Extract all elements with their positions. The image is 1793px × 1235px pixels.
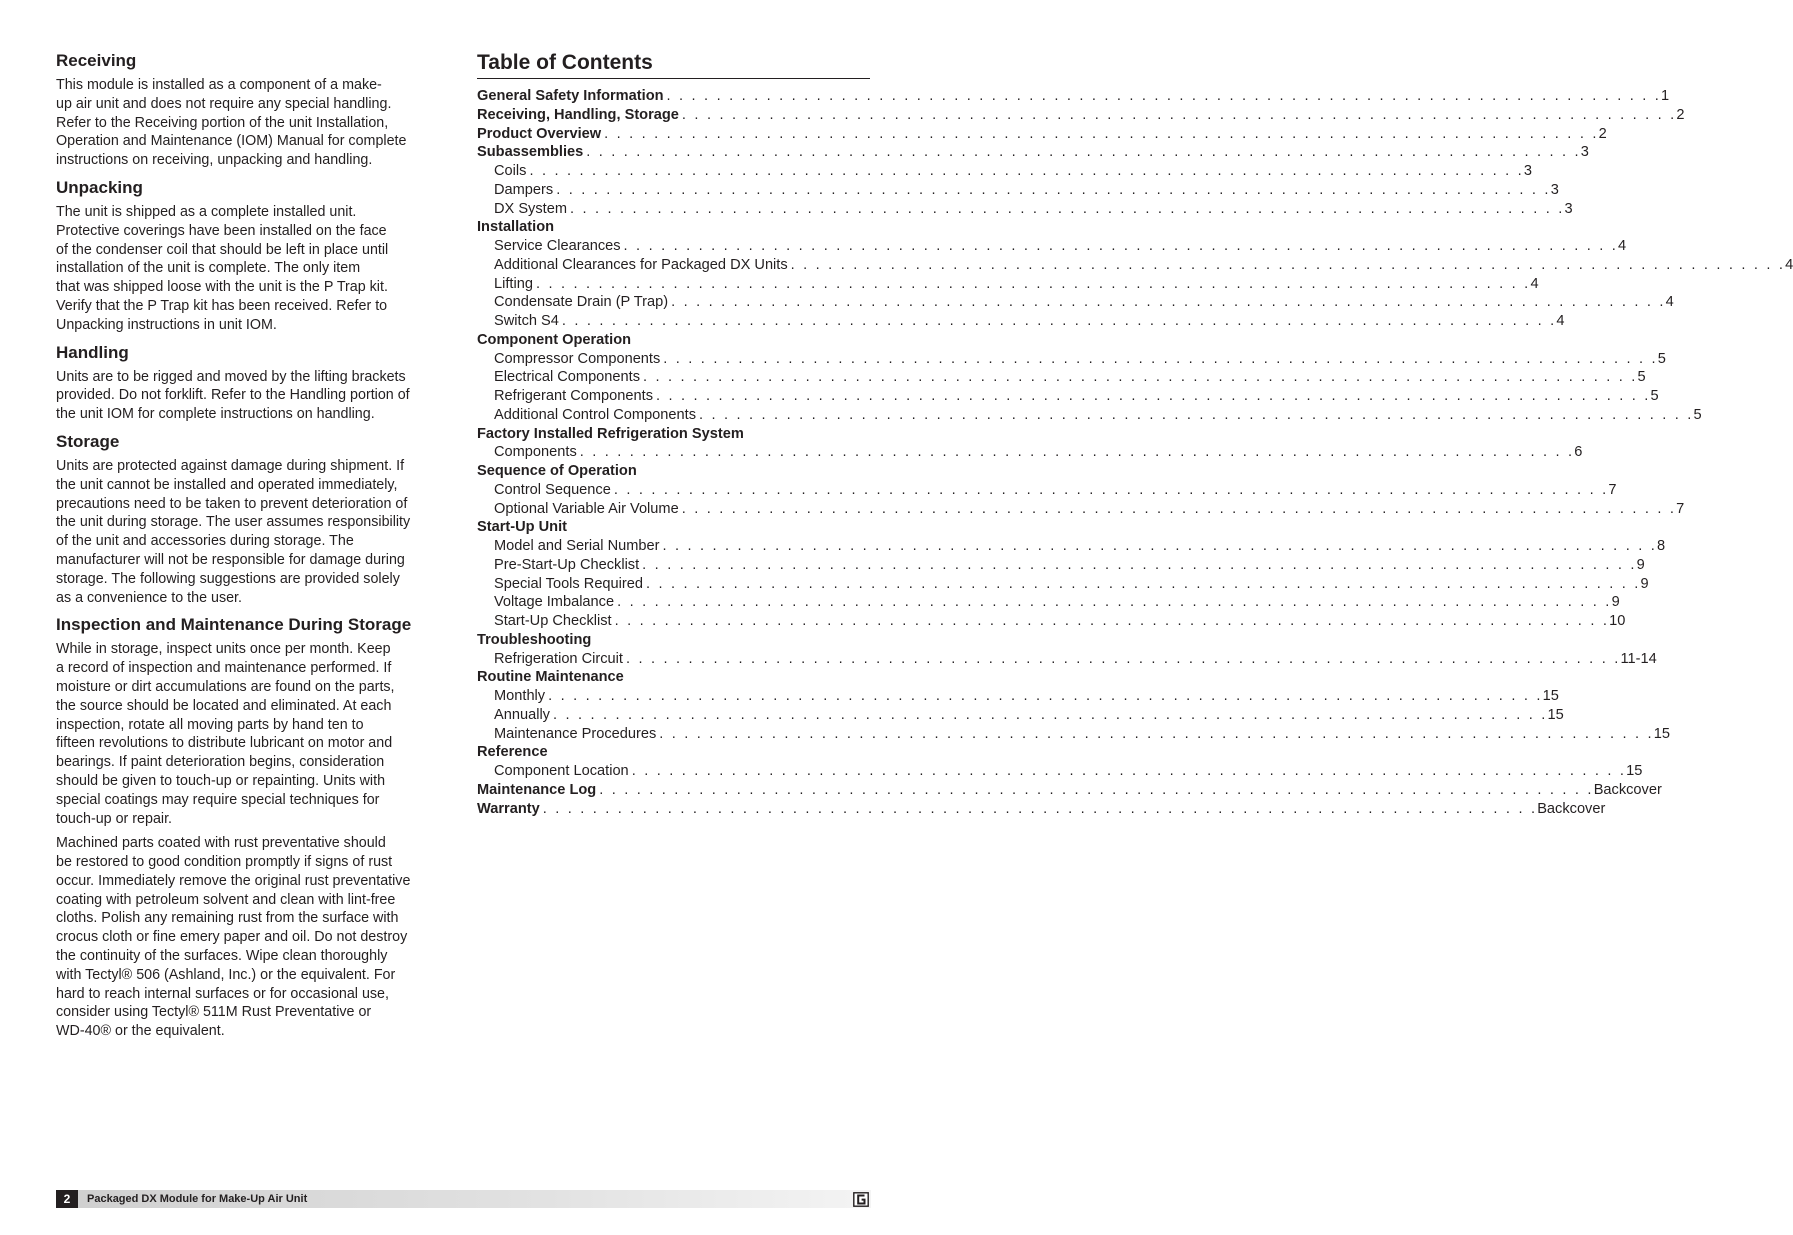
toc-entry <box>477 575 1649 594</box>
toc-entry-label: Installation <box>477 219 555 236</box>
paragraph-line: that was shipped loose with the unit is the P Trap kit. <box>56 279 388 296</box>
toc-entry <box>477 387 1659 406</box>
paragraph-line: While in storage, inspect units once per month. Keep <box>56 641 391 658</box>
paragraph-line: Units are protected against damage during shipment. If <box>56 457 405 474</box>
body-paragraph <box>56 457 452 607</box>
toc-entry <box>477 200 1573 219</box>
toc-entry-page: 8 <box>1656 538 1666 554</box>
paragraph-line: Verify that the P Trap kit has been received. Refer to <box>56 297 388 314</box>
toc-entry <box>477 406 1702 425</box>
paragraph-line: consider using Tectyl® 511M Rust Preventative or <box>56 1004 372 1021</box>
toc-entry <box>477 237 1627 256</box>
body-paragraph <box>56 834 452 1041</box>
toc-leader-dots: . . . . . . . . . . . . . . . . . . . . . . . . . . . . . . . . . . . . . . . . . . . . . . . . . . . . . . . . . . . . . . . . . . . . . . . . . . . . . . . . <box>552 706 1548 723</box>
paragraph-line: Refer to the Receiving portion of the unit Installation, <box>56 114 389 131</box>
paragraph-line: crocus cloth or fine emery paper and oil. Do not destroy <box>56 929 408 946</box>
toc-list <box>477 87 1793 818</box>
toc-leader-dots: . . . . . . . . . . . . . . . . . . . . . . . . . . . . . . . . . . . . . . . . . . . . . . . . . . . . . . . . . . . . . . . . . . . . . . . . . . . . . . . . <box>631 763 1627 779</box>
body-paragraph <box>56 368 452 424</box>
paragraph-line: installation of the unit is complete. The only item <box>56 260 361 277</box>
toc-entry-page: 7 <box>1676 500 1685 517</box>
toc-entry-label: Electrical Components <box>494 369 641 386</box>
paragraph-line: of the unit and accessories during storage. The <box>56 533 354 550</box>
toc-leader-dots: . . . . . . . . . . . . . . . . . . . . . . . . . . . . . . . . . . . . . . . . . . . . . . . . . . . . . . . . . . . . . . . . . . . . . . . . . . . . . . . . <box>666 88 1662 104</box>
toc-entry-label: Dampers <box>494 181 554 198</box>
paragraph-line: Machined parts coated with rust preventative should <box>56 835 386 852</box>
paragraph-line: manufacturer will not be responsible for damage during <box>56 551 405 568</box>
toc-entry-page: 3 <box>1550 181 1559 198</box>
paragraph-line: the source should be located and eliminated. At each <box>56 697 392 714</box>
toc-entry <box>477 537 1666 556</box>
toc-entry <box>477 462 870 481</box>
toc-entry <box>477 275 1539 294</box>
toc-entry <box>477 443 1583 462</box>
toc-entry-page: 5 <box>1637 369 1646 386</box>
toc-entry <box>477 143 1589 162</box>
toc-entry-label: Optional Variable Air Volume <box>494 500 679 517</box>
toc-entry-page: 1 <box>1661 88 1670 104</box>
toc-entry-label: Monthly <box>494 688 546 704</box>
toc-leader-dots: . . . . . . . . . . . . . . . . . . . . . . . . . . . . . . . . . . . . . . . . . . . . . . . . . . . . . . . . . . . . . . . . . . . . . . . . . . . . . . . . <box>617 594 1612 611</box>
toc-entry-label: Sequence of Operation <box>477 463 637 479</box>
toc-leader-dots: . . . . . . . . . . . . . . . . . . . . . . . . . . . . . . . . . . . . . . . . . . . . . . . . . . . . . . . . . . . . . . . . . . . . . . . . . . . . . . . . <box>681 106 1677 123</box>
paragraph-line: as a convenience to the user. <box>56 589 242 606</box>
toc-leader-dots: . . . . . . . . . . . . . . . . . . . . . . . . . . . . . . . . . . . . . . . . . . . . . . . . . . . . . . . . . . . . . . . . . . . . . . . . . . . . . . . . <box>790 256 1786 273</box>
toc-entry <box>477 481 1617 500</box>
toc-leader-dots: . . . . . . . . . . . . . . . . . . . . . . . . . . . . . . . . . . . . . . . . . . . . . . . . . . . . . . . . . . . . . . . . . . . . . . . . . . . . . . . . <box>586 144 1581 161</box>
toc-entry-label: Receiving, Handling, Storage <box>477 106 679 123</box>
toc-entry <box>477 293 1674 312</box>
paragraph-line: up air unit and does not require any special handling. <box>56 95 392 112</box>
toc-entry-label: Start-Up Unit <box>477 519 567 536</box>
section-heading: Receiving <box>56 51 137 70</box>
section-heading: Inspection and Maintenance During Storage <box>56 615 412 635</box>
toc-entry-page: 3 <box>1523 163 1533 179</box>
toc-entry-label: Switch S4 <box>494 313 559 329</box>
paragraph-line: bearings. If paint deterioration begins, consideration <box>56 754 385 771</box>
toc-entry-page: 11-14 <box>1620 650 1657 667</box>
toc-entry-label: Pre-Start-Up Checklist <box>494 556 640 573</box>
greenheck-logo-icon <box>853 1192 869 1207</box>
toc-entry-label: Condensate Drain (P Trap) <box>494 294 669 311</box>
toc-entry-page: 2 <box>1676 106 1685 123</box>
toc-entry <box>477 350 1666 369</box>
toc-entry <box>477 312 1565 331</box>
paragraph-line: special coatings may require special techniques for <box>56 791 380 808</box>
toc-entry-page: 4 <box>1618 238 1627 254</box>
toc-entry-page: 5 <box>1657 350 1666 367</box>
toc-entry <box>477 725 1670 744</box>
paragraph-line: the unit IOM for complete instructions on handling. <box>56 406 375 423</box>
toc-entry-page: 4 <box>1556 313 1565 329</box>
toc-entry-page: Backcover <box>1593 781 1662 798</box>
body-paragraph <box>56 76 452 170</box>
toc-leader-dots: . . . . . . . . . . . . . . . . . . . . . . . . . . . . . . . . . . . . . . . . . . . . . . . . . . . . . . . . . . . . . . . . . . . . . . . . . . . . . . . . <box>614 613 1610 629</box>
toc-leader-dots: . . . . . . . . . . . . . . . . . . . . . . . . . . . . . . . . . . . . . . . . . . . . . . . . . . . . . . . . . . . . . . . . . . . . . . . . . . . . . . . . <box>671 294 1666 311</box>
toc-entry-label: Refrigerant Components <box>494 388 653 404</box>
paragraph-line: the unit during storage. The user assumes responsibility <box>56 514 411 531</box>
toc-entry <box>477 650 1657 669</box>
toc-entry <box>477 425 870 444</box>
toc-entry <box>477 743 870 762</box>
section-heading: Storage <box>56 431 120 451</box>
paragraph-line: The unit is shipped as a complete installed unit. <box>56 203 357 220</box>
toc-entry-page: 7 <box>1608 481 1617 498</box>
toc-leader-dots: . . . . . . . . . . . . . . . . . . . . . . . . . . . . . . . . . . . . . . . . . . . . . . . . . . . . . . . . . . . . . . . . . . . . . . . . . . . . . . . . <box>529 163 1524 179</box>
paragraph-line: storage. The following suggestions are provided solely <box>56 570 400 587</box>
paragraph-line: the unit cannot be installed and operated immediately, <box>56 476 398 493</box>
paragraph-line: Operation and Maintenance (IOM) Manual for complete <box>56 133 407 150</box>
paragraph-line: This module is installed as a component of a make- <box>56 77 382 93</box>
toc-leader-dots: . . . . . . . . . . . . . . . . . . . . . . . . . . . . . . . . . . . . . . . . . . . . . . . . . . . . . . . . . . . . . . . . . . . . . . . . . . . . . . . . <box>662 538 1657 554</box>
paragraph-line: Protective coverings have been installed on the face <box>56 222 387 239</box>
paragraph-line: Units are to be rigged and moved by the lifting brackets <box>56 368 406 385</box>
toc-entry-label: Voltage Imbalance <box>494 594 615 611</box>
toc-entry-label: General Safety Information <box>477 88 664 104</box>
toc-entry-page: Backcover <box>1537 800 1606 817</box>
toc-entry-label: Routine Maintenance <box>477 669 624 686</box>
toc-entry-page: 4 <box>1665 294 1674 311</box>
toc-entry-label: Service Clearances <box>494 238 621 254</box>
toc-leader-dots: . . . . . . . . . . . . . . . . . . . . . . . . . . . . . . . . . . . . . . . . . . . . . . . . . . . . . . . . . . . . . . . . . . . . . . . . . . . . . . . . <box>604 125 1599 142</box>
toc-entry <box>477 331 870 350</box>
paragraph-line: of the condenser coil that should be left in place until <box>56 241 389 258</box>
toc-entry <box>477 556 1645 575</box>
toc-leader-dots: . . . . . . . . . . . . . . . . . . . . . . . . . . . . . . . . . . . . . . . . . . . . . . . . . . . . . . . . . . . . . . . . . . . . . . . . . . . . . . . . <box>656 388 1651 404</box>
paragraph-line: moisture or dirt accumulations are found on the parts, <box>56 678 395 695</box>
paragraph-line: cloths. Polish any remaining rust from the surface with <box>56 910 399 927</box>
toc-entry-label: Refrigeration Circuit <box>494 650 623 667</box>
paragraph-line: precautions need to be taken to prevent deterioration of <box>56 495 408 512</box>
toc-leader-dots: . . . . . . . . . . . . . . . . . . . . . . . . . . . . . . . . . . . . . . . . . . . . . . . . . . . . . . . . . . . . . . . . . . . . . . . . . . . . . . . . <box>535 275 1531 292</box>
toc-entry-page: 9 <box>1640 575 1649 592</box>
toc-entry <box>477 781 1662 800</box>
toc-entry <box>477 631 870 650</box>
toc-leader-dots: . . . . . . . . . . . . . . . . . . . . . . . . . . . . . . . . . . . . . . . . . . . . . . . . . . . . . . . . . . . . . . . . . . . . . . . . . . . . . . . . <box>699 406 1694 423</box>
toc-leader-dots: . . . . . . . . . . . . . . . . . . . . . . . . . . . . . . . . . . . . . . . . . . . . . . . . . . . . . . . . . . . . . . . . . . . . . . . . . . . . . . . . <box>625 650 1621 667</box>
page-number: 2 <box>56 1190 78 1208</box>
toc-entry-page: 2 <box>1598 125 1607 142</box>
paragraph-line: be restored to good condition promptly if signs of rust <box>56 854 393 871</box>
paragraph-line: a record of inspection and maintenance performed. If <box>56 660 392 677</box>
toc-entry <box>477 368 1646 387</box>
toc-entry-label: Compressor Components <box>494 350 661 367</box>
paragraph-line: instructions on receiving, unpacking and handling. <box>56 152 373 169</box>
toc-entry-page: 15 <box>1542 688 1559 704</box>
toc-entry <box>477 106 1685 125</box>
toc-title: Table of Contents <box>477 50 870 79</box>
toc-entry-page: 4 <box>1530 275 1539 292</box>
toc-leader-dots: . . . . . . . . . . . . . . . . . . . . . . . . . . . . . . . . . . . . . . . . . . . . . . . . . . . . . . . . . . . . . . . . . . . . . . . . . . . . . . . . <box>681 500 1677 517</box>
toc-entry-label: Coils <box>494 163 527 179</box>
toc-entry <box>477 500 1685 519</box>
table-of-contents <box>477 50 1793 818</box>
toc-entry-page: 15 <box>1547 706 1564 723</box>
toc-entry-page: 15 <box>1626 763 1643 779</box>
paragraph-line: inspection, rotate all moving parts by hand ten to <box>56 716 364 733</box>
toc-entry-page: 10 <box>1609 613 1626 629</box>
toc-entry <box>477 706 1564 725</box>
toc-entry-label: Product Overview <box>477 125 602 142</box>
toc-leader-dots: . . . . . . . . . . . . . . . . . . . . . . . . . . . . . . . . . . . . . . . . . . . . . . . . . . . . . . . . . . . . . . . . . . . . . . . . . . . . . . . . <box>646 575 1641 592</box>
toc-entry <box>477 518 870 537</box>
left-column <box>56 50 452 1047</box>
toc-leader-dots: . . . . . . . . . . . . . . . . . . . . . . . . . . . . . . . . . . . . . . . . . . . . . . . . . . . . . . . . . . . . . . . . . . . . . . . . . . . . . . . . <box>579 444 1575 461</box>
paragraph-line: occur. Immediately remove the original rust preventative <box>56 872 411 889</box>
toc-entry <box>477 256 1793 275</box>
toc-entry-page: 3 <box>1564 200 1573 217</box>
toc-leader-dots: . . . . . . . . . . . . . . . . . . . . . . . . . . . . . . . . . . . . . . . . . . . . . . . . . . . . . . . . . . . . . . . . . . . . . . . . . . . . . . . . <box>623 238 1619 254</box>
toc-leader-dots: . . . . . . . . . . . . . . . . . . . . . . . . . . . . . . . . . . . . . . . . . . . . . . . . . . . . . . . . . . . . . . . . . . . . . . . . . . . . . . . . <box>599 781 1594 798</box>
section-heading: Handling <box>56 342 129 362</box>
toc-entry <box>477 162 1533 181</box>
paragraph-line: WD-40® or the equivalent. <box>56 1023 225 1040</box>
toc-entry-label: Control Sequence <box>494 481 611 498</box>
toc-entry <box>477 181 1559 200</box>
toc-entry-page: 9 <box>1611 594 1620 611</box>
paragraph-line: provided. Do not forklift. Refer to the Handling portion of <box>56 387 410 404</box>
toc-entry-page: 4 <box>1785 256 1793 273</box>
toc-entry-label: Component Operation <box>477 331 632 348</box>
toc-entry-page: 6 <box>1574 444 1583 461</box>
toc-entry <box>477 87 1670 106</box>
toc-entry-label: Additional Control Components <box>494 406 696 423</box>
toc-entry <box>477 668 870 687</box>
toc-entry-page: 15 <box>1653 725 1670 742</box>
body-paragraph <box>56 203 452 335</box>
paragraph-line: Unpacking instructions in unit IOM. <box>56 316 277 333</box>
paragraph-line: fifteen revolutions to distribute lubricant on motor and <box>56 735 393 752</box>
toc-leader-dots: . . . . . . . . . . . . . . . . . . . . . . . . . . . . . . . . . . . . . . . . . . . . . . . . . . . . . . . . . . . . . . . . . . . . . . . . . . . . . . . . <box>561 313 1557 329</box>
toc-entry-label: Model and Serial Number <box>494 538 660 554</box>
toc-entry <box>477 612 1626 631</box>
footer-document-title: Packaged DX Module for Make-Up Air Unit <box>87 1193 308 1205</box>
toc-leader-dots: . . . . . . . . . . . . . . . . . . . . . . . . . . . . . . . . . . . . . . . . . . . . . . . . . . . . . . . . . . . . . . . . . . . . . . . . . . . . . . . . <box>613 481 1609 498</box>
toc-entry-label: Warranty <box>477 800 540 817</box>
toc-entry-label: DX System <box>494 200 567 217</box>
toc-entry <box>477 762 1643 781</box>
toc-entry <box>477 687 1559 706</box>
toc-entry-page: 9 <box>1636 556 1645 573</box>
paragraph-line: touch-up or repair. <box>56 810 173 827</box>
body-paragraph <box>56 640 452 828</box>
toc-leader-dots: . . . . . . . . . . . . . . . . . . . . . . . . . . . . . . . . . . . . . . . . . . . . . . . . . . . . . . . . . . . . . . . . . . . . . . . . . . . . . . . . <box>663 350 1658 367</box>
toc-entry-label: Component Location <box>494 763 629 779</box>
paragraph-line: with Tectyl® 506 (Ashland, Inc.) or the equivalent. For <box>56 966 396 983</box>
toc-entry-label: Start-Up Checklist <box>494 613 612 629</box>
toc-leader-dots: . . . . . . . . . . . . . . . . . . . . . . . . . . . . . . . . . . . . . . . . . . . . . . . . . . . . . . . . . . . . . . . . . . . . . . . . . . . . . . . . <box>556 181 1551 198</box>
toc-entry-label: Reference <box>477 744 548 761</box>
toc-leader-dots: . . . . . . . . . . . . . . . . . . . . . . . . . . . . . . . . . . . . . . . . . . . . . . . . . . . . . . . . . . . . . . . . . . . . . . . . . . . . . . . . <box>643 369 1638 386</box>
toc-entry-label: Maintenance Procedures <box>494 725 657 742</box>
paragraph-line: the continuity of the surfaces. Wipe clean thoroughly <box>56 948 388 965</box>
toc-entry <box>477 218 870 237</box>
paragraph-line: coating with petroleum solvent and clean with lint-free <box>56 891 396 908</box>
toc-entry-label: Lifting <box>494 275 533 292</box>
toc-leader-dots: . . . . . . . . . . . . . . . . . . . . . . . . . . . . . . . . . . . . . . . . . . . . . . . . . . . . . . . . . . . . . . . . . . . . . . . . . . . . . . . . <box>642 556 1637 573</box>
toc-entry-label: Factory Installed Refrigeration System <box>477 425 744 442</box>
toc-entry-label: Maintenance Log <box>477 781 597 798</box>
toc-entry-label: Subassemblies <box>477 144 584 161</box>
toc-entry-label: Annually <box>494 706 550 723</box>
paragraph-line: should be given to touch-up or repainting. Units with <box>56 772 386 789</box>
toc-entry-label: Special Tools Required <box>494 575 644 592</box>
toc-entry-page: 5 <box>1650 388 1659 404</box>
toc-leader-dots: . . . . . . . . . . . . . . . . . . . . . . . . . . . . . . . . . . . . . . . . . . . . . . . . . . . . . . . . . . . . . . . . . . . . . . . . . . . . . . . . <box>659 725 1654 742</box>
toc-leader-dots: . . . . . . . . . . . . . . . . . . . . . . . . . . . . . . . . . . . . . . . . . . . . . . . . . . . . . . . . . . . . . . . . . . . . . . . . . . . . . . . . <box>569 200 1565 217</box>
toc-entry-page: 3 <box>1580 144 1589 161</box>
toc-leader-dots: . . . . . . . . . . . . . . . . . . . . . . . . . . . . . . . . . . . . . . . . . . . . . . . . . . . . . . . . . . . . . . . . . . . . . . . . . . . . . . . . <box>542 800 1538 817</box>
toc-entry-label: Troubleshooting <box>477 631 592 648</box>
paragraph-line: hard to reach internal surfaces or for occasional use, <box>56 985 389 1002</box>
toc-entry-label: Additional Clearances for Packaged DX Units <box>494 256 788 273</box>
toc-entry-page: 5 <box>1693 406 1702 423</box>
toc-entry <box>477 800 1606 819</box>
toc-leader-dots: . . . . . . . . . . . . . . . . . . . . . . . . . . . . . . . . . . . . . . . . . . . . . . . . . . . . . . . . . . . . . . . . . . . . . . . . . . . . . . . . <box>548 688 1543 704</box>
section-heading: Unpacking <box>56 177 143 197</box>
toc-entry <box>477 593 1620 612</box>
toc-entry <box>477 125 1607 144</box>
toc-entry-label: Components <box>494 444 577 461</box>
